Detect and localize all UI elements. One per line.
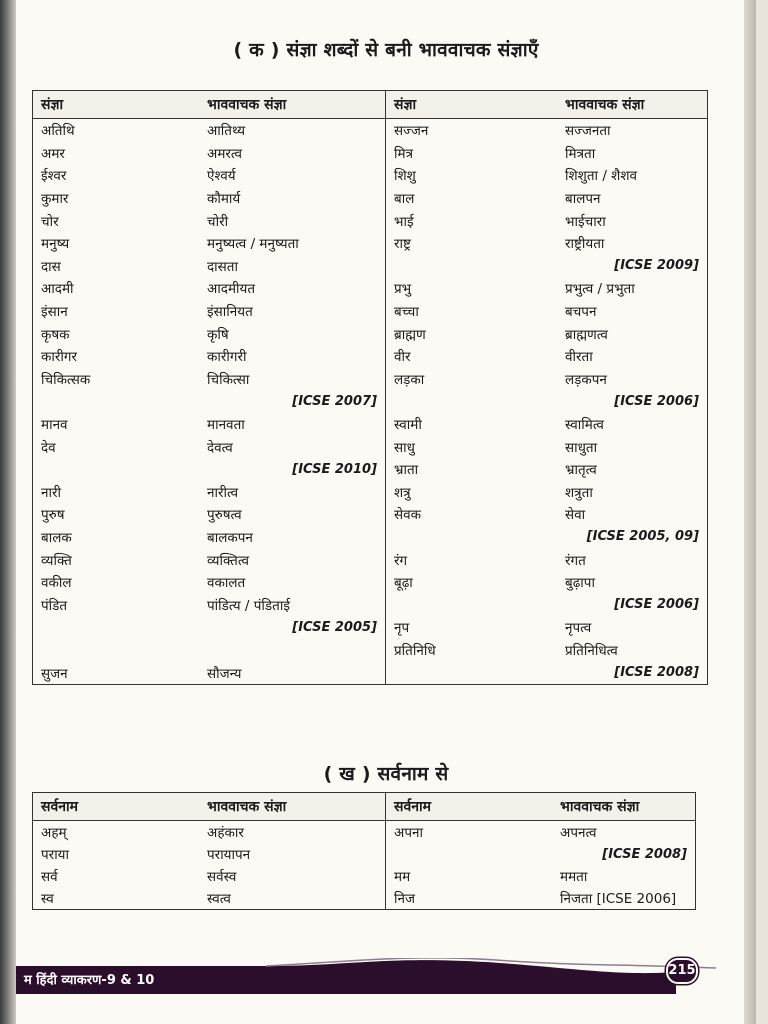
- cell-abstract-right: [ICSE 2006]: [614, 393, 699, 409]
- cell-noun-right: [386, 661, 558, 684]
- pronoun-abstract-table: [32, 792, 696, 910]
- cell-noun-right: ब्राह्मण: [386, 322, 558, 345]
- table-row: [33, 843, 696, 865]
- cell-noun-right: मित्र: [386, 142, 558, 165]
- cell-abstract-right: ब्राह्मणत्व: [565, 326, 608, 343]
- cell-abstract-left: वकालत: [207, 575, 246, 592]
- cell-abstract-right: सज्जनता: [565, 123, 611, 140]
- cell-abstract-right: लड़कपन: [565, 371, 607, 388]
- cell-abstract-left: स्वत्व: [207, 891, 231, 907]
- cell-noun-left: व्यक्ति: [41, 552, 72, 569]
- col-header-pronoun-left: सर्वनाम: [33, 793, 200, 821]
- cell-abstract-left: कौमार्य: [207, 191, 241, 208]
- cell-noun-right: नृप: [386, 616, 558, 639]
- table-row: [33, 142, 708, 165]
- col-header-abstract-left: भाववाचक संज्ञा: [199, 793, 386, 821]
- cell-noun-right: बूढ़ा: [386, 571, 558, 594]
- cell-abstract-left: चिकित्सा: [207, 371, 250, 388]
- cell-abstract-right: निजता [ICSE 2006]: [560, 891, 677, 907]
- cell-noun-left: नारी: [41, 484, 62, 501]
- cell-abstract-left: पुरुषत्व: [207, 507, 242, 524]
- table-row: [33, 526, 708, 549]
- table-row: [33, 300, 708, 323]
- table-row: [33, 413, 708, 436]
- table-row: [33, 481, 708, 504]
- cell-noun-left: मानव: [41, 417, 68, 434]
- cell-noun-left: कुमार: [41, 191, 69, 208]
- cell-abstract-left: [ICSE 2010]: [292, 461, 377, 477]
- cell-abstract-right: शत्रुता: [565, 484, 593, 501]
- table-row: [33, 232, 708, 255]
- cell-abstract-left: [ICSE 2005]: [292, 619, 377, 635]
- cell-abstract-right: स्वामित्व: [565, 417, 604, 434]
- cell-abstract-right: [ICSE 2008]: [614, 665, 699, 681]
- table-row: [33, 887, 696, 910]
- cell-abstract-left: [ICSE 2007]: [292, 393, 377, 409]
- page-edge: [744, 0, 756, 1024]
- cell-abstract-left: मनुष्यत्व / मनुष्यता: [207, 236, 299, 253]
- table-row: [33, 209, 708, 232]
- cell-abstract-right: प्रभुत्व / प्रभुता: [565, 281, 635, 298]
- cell-noun-left: कृषक: [41, 326, 70, 343]
- col-header-noun-right: संज्ञा: [386, 91, 558, 119]
- table-row: [33, 119, 708, 142]
- cell-noun-left: पंडित: [41, 597, 68, 614]
- cell-abstract-right: सेवा: [565, 507, 586, 524]
- col-header-pronoun-right: सर्वनाम: [386, 793, 553, 821]
- cell-noun-left: चिकित्सक: [41, 371, 91, 388]
- cell-noun-left: वकील: [41, 575, 72, 592]
- cell-abstract-left: अमरत्व: [207, 145, 242, 162]
- cell-noun-left: दास: [41, 258, 61, 275]
- col-header-abstract-left: भाववाचक संज्ञा: [199, 91, 386, 119]
- cell-noun-right: रंग: [386, 548, 558, 571]
- section-b-heading: ( ख ) सर्वनाम से: [323, 763, 449, 785]
- table-row: [33, 661, 708, 684]
- cell-abstract-right: बालपन: [565, 191, 601, 208]
- cell-noun-left: [33, 458, 200, 481]
- cell-abstract-right: प्रतिनिधित्व: [565, 642, 618, 659]
- cell-abstract-left: अहंकार: [207, 825, 244, 841]
- cell-noun-left: अतिथि: [41, 123, 75, 140]
- cell-noun-right: [386, 593, 558, 616]
- cell-noun-right: प्रभु: [386, 277, 558, 300]
- cell-noun-left: ईश्वर: [41, 168, 67, 185]
- cell-noun-left: बालक: [41, 529, 72, 546]
- cell-noun-right: बाल: [386, 187, 558, 210]
- cell-abstract-left: व्यक्तित्व: [207, 552, 249, 569]
- cell-noun-right: मम: [386, 865, 553, 887]
- cell-noun-right: लड़का: [386, 368, 558, 391]
- cell-abstract-right: [ICSE 2008]: [602, 846, 687, 862]
- cell-noun-left: आदमी: [41, 281, 74, 298]
- section-a-heading: ( क ) संज्ञा शब्दों से बनी भाववाचक संज्ञाएँ: [233, 39, 539, 61]
- cell-abstract-left: परायापन: [207, 847, 251, 863]
- cell-abstract-right: मित्रता: [565, 145, 596, 162]
- cell-noun-right: [386, 255, 558, 278]
- cell-noun-left: अमर: [41, 145, 65, 162]
- cell-abstract-right: अपनत्व: [560, 825, 597, 841]
- cell-noun-left: मनुष्य: [41, 236, 70, 253]
- cell-noun-right: वीर: [386, 345, 558, 368]
- table-row: [33, 821, 696, 844]
- cell-noun-left: अहम्: [41, 825, 67, 841]
- cell-abstract-right: भ्रातृत्व: [565, 462, 597, 479]
- cell-abstract-right: [ICSE 2005, 09]: [586, 529, 699, 545]
- noun-abstract-table: [32, 90, 708, 685]
- table-body: [33, 119, 708, 685]
- cell-noun-right: बच्चा: [386, 300, 558, 323]
- cell-abstract-left: कृषि: [207, 326, 229, 343]
- cell-abstract-right: [ICSE 2009]: [614, 258, 699, 274]
- table-row: [33, 255, 708, 278]
- cell-noun-left: सर्व: [41, 869, 58, 885]
- cell-noun-left: चोर: [41, 213, 59, 230]
- cell-noun-right: साधु: [386, 435, 558, 458]
- table-row: [33, 548, 708, 571]
- cell-abstract-left: ऐश्वर्य: [207, 168, 236, 185]
- cell-abstract-right: बुढ़ापा: [565, 575, 595, 592]
- page-number-badge: 215: [666, 958, 698, 984]
- table-row: [33, 390, 708, 413]
- table-row: [33, 458, 708, 481]
- cell-abstract-right: साधुता: [565, 439, 598, 456]
- book-binding-shadow: [0, 0, 16, 1024]
- cell-abstract-left: देवत्व: [207, 439, 233, 456]
- table-body: [33, 821, 696, 910]
- cell-noun-left: सुजन: [41, 665, 68, 682]
- cell-abstract-right: [ICSE 2006]: [614, 597, 699, 613]
- cell-abstract-left: नारीत्व: [207, 484, 239, 501]
- table-row: [33, 503, 708, 526]
- cell-abstract-right: रंगत: [565, 552, 586, 569]
- cell-noun-left: पुरुष: [41, 507, 65, 524]
- table-row: [33, 571, 708, 594]
- cell-abstract-left: आतिथ्य: [207, 123, 246, 140]
- cell-noun-right: [386, 390, 558, 413]
- cell-noun-left: [33, 616, 200, 639]
- footer-book-title: म हिंदी व्याकरण-9 & 10: [24, 973, 155, 988]
- table-header-row: [33, 91, 708, 119]
- cell-abstract-left: इंसानियत: [207, 304, 253, 321]
- cell-abstract-left: सौजन्य: [207, 665, 242, 682]
- cell-noun-right: शत्रु: [386, 481, 558, 504]
- cell-noun-right: सज्जन: [386, 119, 558, 142]
- table-row: [33, 593, 708, 616]
- col-header-abstract-right: भाववाचक संज्ञा: [557, 91, 708, 119]
- cell-noun-left: स्व: [41, 891, 54, 907]
- cell-noun-left: इंसान: [41, 304, 68, 321]
- cell-noun-left: [33, 390, 200, 413]
- cell-noun-left: [33, 639, 200, 662]
- cell-abstract-left: मानवता: [207, 417, 245, 434]
- table-row: [33, 164, 708, 187]
- cell-abstract-right: नृपत्व: [565, 620, 592, 637]
- cell-abstract-left: सर्वस्व: [207, 869, 237, 885]
- page-footer: [16, 958, 756, 994]
- table-row: [33, 639, 708, 662]
- cell-abstract-left: [199, 639, 386, 662]
- cell-abstract-right: ममता: [560, 869, 588, 885]
- table-row: [33, 865, 696, 887]
- cell-noun-right: भ्राता: [386, 458, 558, 481]
- cell-abstract-right: वीरता: [565, 349, 593, 366]
- cell-noun-right: शिशु: [386, 164, 558, 187]
- table-row: [33, 616, 708, 639]
- cell-noun-right: सेवक: [386, 503, 558, 526]
- cell-abstract-left: कारीगरी: [207, 349, 247, 366]
- table-row: [33, 345, 708, 368]
- table-header-row: [33, 793, 696, 821]
- cell-abstract-right: शिशुता / शैशव: [565, 168, 638, 185]
- table-row: [33, 277, 708, 300]
- cell-noun-right: [386, 843, 553, 865]
- table-row: [33, 187, 708, 210]
- cell-noun-right: स्वामी: [386, 413, 558, 436]
- cell-abstract-right: भाईचारा: [565, 213, 606, 230]
- cell-noun-left: पराया: [41, 847, 70, 863]
- cell-noun-left: कारीगर: [41, 349, 78, 366]
- cell-abstract-left: बालकपन: [207, 529, 253, 546]
- cell-noun-right: निज: [386, 887, 553, 910]
- cell-noun-right: प्रतिनिधि: [386, 639, 558, 662]
- cell-abstract-left: दासता: [207, 258, 238, 275]
- cell-noun-right: [386, 526, 558, 549]
- cell-noun-left: देव: [41, 439, 56, 456]
- col-header-abstract-right: भाववाचक संज्ञा: [552, 793, 696, 821]
- cell-abstract-left: आदमीयत: [207, 281, 256, 298]
- table-row: [33, 435, 708, 458]
- cell-noun-right: राष्ट्र: [386, 232, 558, 255]
- cell-abstract-right: राष्ट्रीयता: [565, 236, 605, 253]
- table-row: [33, 322, 708, 345]
- col-header-noun-left: संज्ञा: [33, 91, 200, 119]
- cell-abstract-left: पांडित्य / पंडिताई: [207, 597, 290, 614]
- book-page: [16, 0, 756, 1024]
- table-row: [33, 368, 708, 391]
- cell-abstract-right: बचपन: [565, 304, 597, 321]
- cell-noun-right: अपना: [386, 821, 553, 844]
- cell-abstract-left: चोरी: [207, 213, 229, 230]
- cell-noun-right: भाई: [386, 209, 558, 232]
